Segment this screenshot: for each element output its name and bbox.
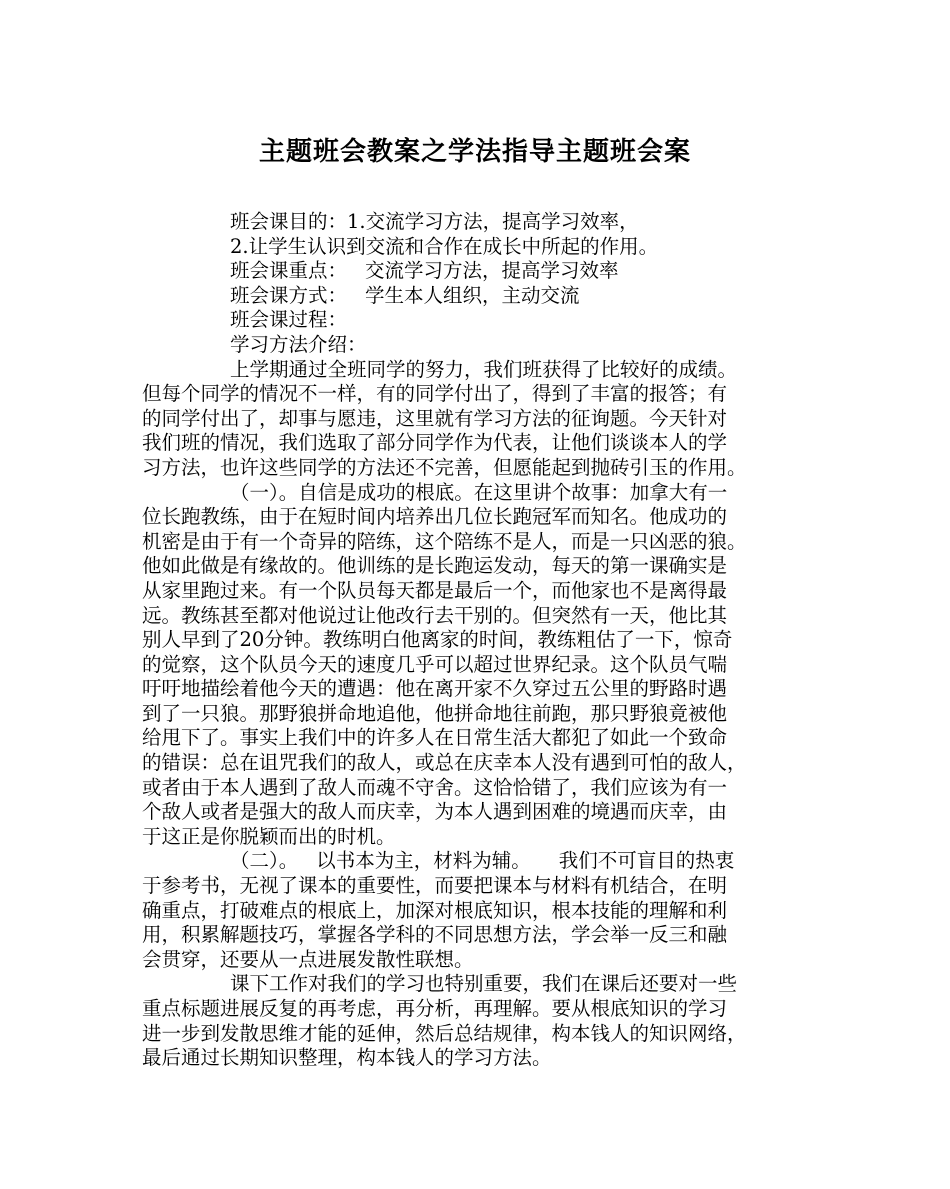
method-value: 学生本人组织，主动交流 xyxy=(365,283,580,307)
section-number: （二）。 xyxy=(230,849,299,873)
paragraph-4 xyxy=(142,972,820,1070)
paragraph-line: 重点标题进展反复的再考虑，再分析，再理解。要从根底知识的学习 xyxy=(142,997,728,1020)
paragraph-line: 从家里跑过来。有一个队员每天都是最后一个，而他家也不是离得最 xyxy=(142,578,728,602)
paragraph-2 xyxy=(142,481,820,850)
paragraph-line: 但每个同学的情况不一样，有的同学付出了，得到了丰富的报答；有 xyxy=(142,382,728,406)
paragraph-line: 的觉察，这个队员今天的速度几乎可以超过世界纪录。这个队员气喘 xyxy=(142,652,728,676)
method-line xyxy=(142,284,820,309)
paragraph-line: 于参考书，无视了课本的重要性，而要把课本与材料有机结合，在明 xyxy=(142,874,728,898)
focus-line xyxy=(142,259,820,284)
purpose-item-1: 1.交流学习方法，提高学习效率， xyxy=(347,210,639,233)
document-body xyxy=(142,210,820,1071)
purpose-line-2 xyxy=(142,235,820,260)
section-text: 我们不可盲目的热衷 xyxy=(558,849,735,873)
paragraph-line: 我们班的情况，我们选取了部分同学作为代表，让他们谈谈本人的学 xyxy=(142,431,728,455)
paragraph-line: （一）。自信是成功的根底。在这里讲个故事：加拿大有一 xyxy=(230,480,728,504)
method-label: 班会课方式： xyxy=(230,283,348,307)
paragraph-1 xyxy=(142,358,820,481)
intro-label: 学习方法介绍： xyxy=(230,332,367,356)
focus-value: 交流学习方法，提高学习效率 xyxy=(365,259,619,283)
paragraph-line xyxy=(142,849,820,874)
paragraph-line: 机密是由于有一个奇异的陪练，这个陪练不是人，而是一只凶恶的狼。 xyxy=(142,529,747,553)
paragraph-line: 的同学付出了，却事与愿违，这里就有学习方法的征询题。今天针对 xyxy=(142,406,728,430)
paragraph-line: 个敌人或者是强大的敌人而庆幸，为本人遇到困难的境遇而庆幸，由 xyxy=(142,800,728,824)
paragraph-line: 用，积累解题技巧，掌握各学科的不同思想方法，学会举一反三和融 xyxy=(142,923,728,947)
paragraph-line: 远。教练甚至都对他说过让他改行去干别的。但突然有一天，他比其 xyxy=(142,603,728,627)
paragraph-line: 进一步到发散思维才能的延伸，然后总结规律，构本钱人的知识网络， xyxy=(142,1021,747,1045)
paragraph-line: 给甩下了。事实上我们中的许多人在日常生活大都犯了如此一个致命 xyxy=(142,726,728,750)
paragraph-line: 到了一只狼。那野狼拼命地追他，他拼命地往前跑，那只野狼竟被他 xyxy=(142,701,728,725)
process-label: 班会课过程： xyxy=(230,308,348,332)
paragraph-line: 或者由于本人遇到了敌人而魂不守舍。这恰恰错了，我们应该为有一 xyxy=(142,775,728,799)
focus-label: 班会课重点： xyxy=(230,259,348,283)
paragraph-line: 上学期通过全班同学的努力，我们班获得了比较好的成绩。 xyxy=(230,357,738,381)
paragraph-line: 课下工作对我们的学习也特别重要，我们在课后还要对一些 xyxy=(230,972,738,996)
paragraph-line: 习方法，也许这些同学的方法还不完善，但愿能起到抛砖引玉的作用。 xyxy=(142,455,747,479)
paragraph-line: 别人早到了20分钟。教练明白他离家的时间，教练粗估了一下，惊奇 xyxy=(142,628,733,652)
paragraph-line: 最后通过长期知识整理，构本钱人的学习方法。 xyxy=(142,1046,552,1070)
paragraph-line: 会贯穿，还要从一点进展发散性联想。 xyxy=(142,947,474,971)
section-topic: 以书本为主，材料为辅。 xyxy=(316,849,531,873)
paragraph-line: 他如此做是有缘故的。他训练的是长跑运发动，每天的第一课确实是 xyxy=(142,554,728,578)
paragraph-3 xyxy=(142,849,820,972)
purpose-item-2: 2.让学生认识到交流和合作在成长中所起的作用。 xyxy=(230,234,659,258)
purpose-label: 班会课目的： xyxy=(230,210,348,233)
paragraph-line: 位长跑教练，由于在短时间内培养出几位长跑冠军而知名。他成功的 xyxy=(142,505,728,529)
paragraph-line: 的错误：总在诅咒我们的敌人，或总在庆幸本人没有遇到可怕的敌人， xyxy=(142,751,747,775)
page-title: 主题班会教案之学法指导主题班会案 xyxy=(258,137,691,167)
paragraph-line: 于这正是你脱颖而出的时机。 xyxy=(142,824,396,848)
paragraph-line: 确重点，打破难点的根底上，加深对根底知识，根本技能的理解和利 xyxy=(142,898,728,922)
purpose-line xyxy=(142,210,820,235)
paragraph-line: 吁吁地描绘着他今天的遭遇：他在离开家不久穿过五公里的野路时遇 xyxy=(142,677,728,701)
